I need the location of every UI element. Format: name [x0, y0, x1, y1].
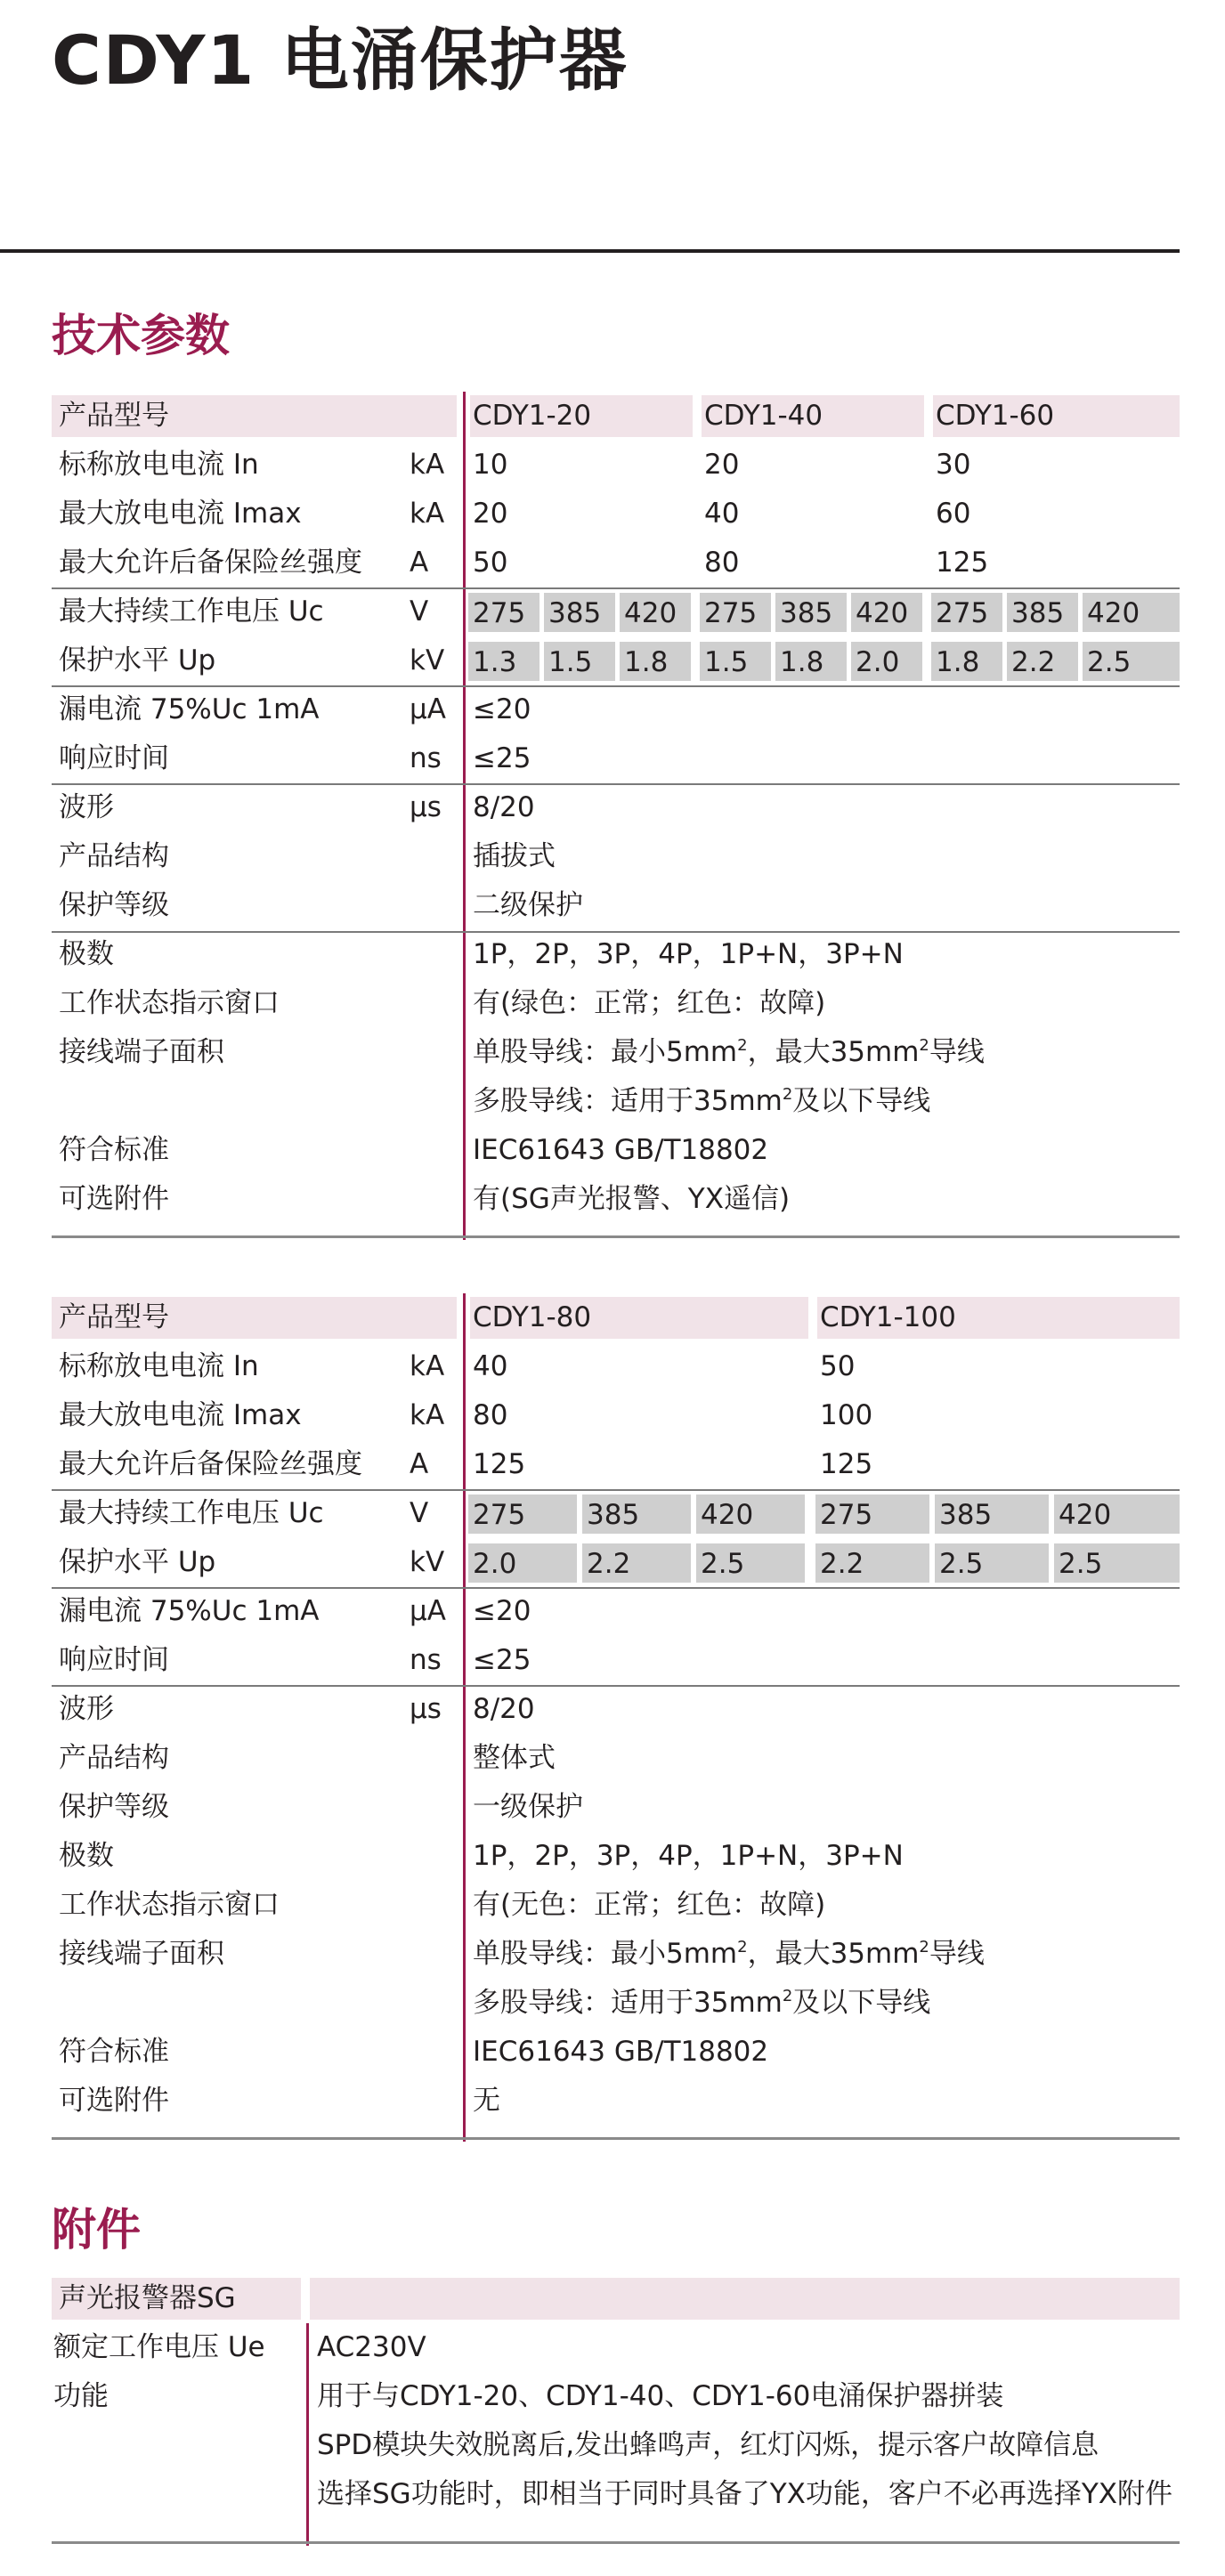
- table-row: 响应时间 ns ≤25: [59, 742, 531, 774]
- model-name: CDY1-40: [704, 400, 823, 432]
- table-row: 符合标准 IEC61643 GB/T18802: [59, 2036, 769, 2068]
- voltage-value: 275: [820, 1499, 873, 1531]
- voltage-value: 385: [1011, 597, 1065, 629]
- voltage-row: 最大持续工作电压 Uc V 275 385 420 275 385 420 275 385 420: [52, 587, 1180, 636]
- terminal-multi-wire: 多股导线：适用于$35mm^2$及以下导线: [473, 1085, 931, 1117]
- voltage-value: 275: [936, 597, 989, 629]
- protection-value: 2.5: [1059, 1548, 1103, 1580]
- table-row: [52, 1979, 1180, 2028]
- voltage-value: 385: [548, 597, 602, 629]
- table-row: 标称放电电流 In kA 10 20 30: [59, 449, 971, 481]
- protection-value: 1.5: [704, 646, 749, 678]
- protection-value: 2.5: [701, 1548, 745, 1580]
- page-title: CDY1 电涌保护器: [52, 20, 629, 100]
- voltage-value: 275: [704, 597, 758, 629]
- table-row: 最大允许后备保险丝强度 A 50 80 125: [59, 547, 989, 579]
- voltage-value: 420: [856, 597, 909, 629]
- accessory-header-row: [52, 2274, 1180, 2323]
- voltage-value: 420: [1087, 597, 1140, 629]
- protection-value: 2.0: [856, 646, 900, 678]
- protection-value: 2.0: [473, 1548, 517, 1580]
- voltage-value: 385: [780, 597, 833, 629]
- protection-value: 2.2: [1011, 646, 1056, 678]
- table-row: 保护等级 一级保护: [59, 1791, 583, 1823]
- table-row: 功能 用于与CDY1-20、CDY1-40、CDY1-60电涌保护器拼装: [53, 2380, 1004, 2412]
- table-row: 产品结构 插拔式: [59, 840, 556, 872]
- protection-level-row: 保护水平 Up kV 2.0 2.2 2.5 2.2 2.5 2.5: [52, 1538, 1180, 1587]
- table-row: 响应时间 ns ≤25: [59, 1644, 531, 1676]
- title-divider: [0, 249, 1180, 253]
- protection-value: 2.2: [587, 1548, 631, 1580]
- table-row: 极数 1P，2P，3P，4P，1P+N，3P+N: [59, 1840, 904, 1872]
- header-label: 产品型号: [59, 400, 169, 432]
- protection-level-row: 保护水平 Up kV 1.3 1.5 1.8 1.5 1.8 2.0 1.8 2.2 2.5: [52, 636, 1180, 685]
- table-row: [52, 1077, 1180, 1126]
- table-row: 接线端子面积 单股导线：最小$5mm^2$，最大$35mm^2$导线: [52, 1930, 1180, 1979]
- model-name: CDY1-80: [473, 1301, 592, 1333]
- terminal-single-wire: 单股导线：最小$5mm^2$，最大$35mm^2$导线: [473, 1036, 985, 1068]
- voltage-value: 275: [473, 1499, 526, 1531]
- table-row: 波形 μs 8/20: [59, 1693, 535, 1725]
- table-row: 漏电流 75%Uc 1mA μA ≤20: [59, 693, 531, 725]
- spec-table-1: [52, 392, 1180, 1240]
- table-row: 符合标准 IEC61643 GB/T18802: [59, 1134, 769, 1166]
- section-title-accessories: 附件: [52, 2204, 141, 2256]
- voltage-value: 385: [587, 1499, 640, 1531]
- table-header-row: [52, 392, 1180, 441]
- accessory-table: [52, 2274, 1180, 2546]
- voltage-value: 385: [939, 1499, 993, 1531]
- model-name: CDY1-20: [473, 400, 592, 432]
- table-row: 选择SG功能时，即相当于同时具备了YX功能，客户不必再选择YX附件: [317, 2478, 1173, 2510]
- table-row: 可选附件 有(SG声光报警、YX遥信): [59, 1183, 791, 1215]
- protection-value: 1.5: [548, 646, 593, 678]
- table-row: 可选附件 无: [59, 2085, 500, 2117]
- protection-value: 1.8: [780, 646, 824, 678]
- voltage-value: 420: [1059, 1499, 1112, 1531]
- terminal-single-wire: 单股导线：最小$5mm^2$，最大$35mm^2$导线: [473, 1938, 985, 1970]
- table-row: 产品结构 整体式: [59, 1742, 556, 1774]
- table-row: 最大放电电流 Imax kA 80 100: [59, 1399, 873, 1431]
- accessory-name: 声光报警器SG: [59, 2282, 236, 2314]
- voltage-value: 275: [473, 597, 526, 629]
- terminal-multi-wire: 多股导线：适用于$35mm^2$及以下导线: [473, 1987, 931, 2019]
- protection-value: 1.8: [936, 646, 980, 678]
- protection-value: 1.8: [624, 646, 669, 678]
- section-title-specs: 技术参数: [52, 310, 230, 361]
- table-row: 极数 1P，2P，3P，4P，1P+N，3P+N: [59, 938, 904, 970]
- table-row: 标称放电电流 In kA 40 50: [59, 1350, 856, 1382]
- protection-value: 2.5: [1087, 646, 1132, 678]
- table-row: 波形 μs 8/20: [59, 791, 535, 823]
- model-name: CDY1-60: [936, 400, 1055, 432]
- table-header-row: [52, 1293, 1180, 1342]
- protection-value: 1.3: [473, 646, 517, 678]
- voltage-value: 420: [624, 597, 677, 629]
- model-name: CDY1-100: [820, 1301, 956, 1333]
- table-row: SPD模块失效脱离后,发出蜂鸣声，红灯闪烁，提示客户故障信息: [317, 2429, 1099, 2461]
- table-row: 工作状态指示窗口 有(绿色：正常；红色：故障): [59, 987, 826, 1019]
- table-row: 工作状态指示窗口 有(无色：正常；红色：故障): [59, 1889, 826, 1921]
- table-row: 最大放电电流 Imax kA 20 40 60: [59, 498, 971, 530]
- table-row: 接线端子面积 单股导线：最小$5mm^2$，最大$35mm^2$导线: [52, 1028, 1180, 1077]
- table-row: 最大允许后备保险丝强度 A 125 125: [59, 1448, 873, 1480]
- voltage-value: 420: [701, 1499, 754, 1531]
- protection-value: 2.2: [820, 1548, 864, 1580]
- table-row: 漏电流 75%Uc 1mA μA ≤20: [59, 1595, 531, 1627]
- spec-table-2: [52, 1293, 1180, 2142]
- protection-value: 2.5: [939, 1548, 984, 1580]
- table-row: 额定工作电压 Ue AC230V: [53, 2331, 426, 2363]
- voltage-row: 最大持续工作电压 Uc V 275 385 420 275 385 420: [52, 1489, 1180, 1538]
- table-row: 保护等级 二级保护: [59, 889, 583, 921]
- header-label: 产品型号: [59, 1301, 169, 1333]
